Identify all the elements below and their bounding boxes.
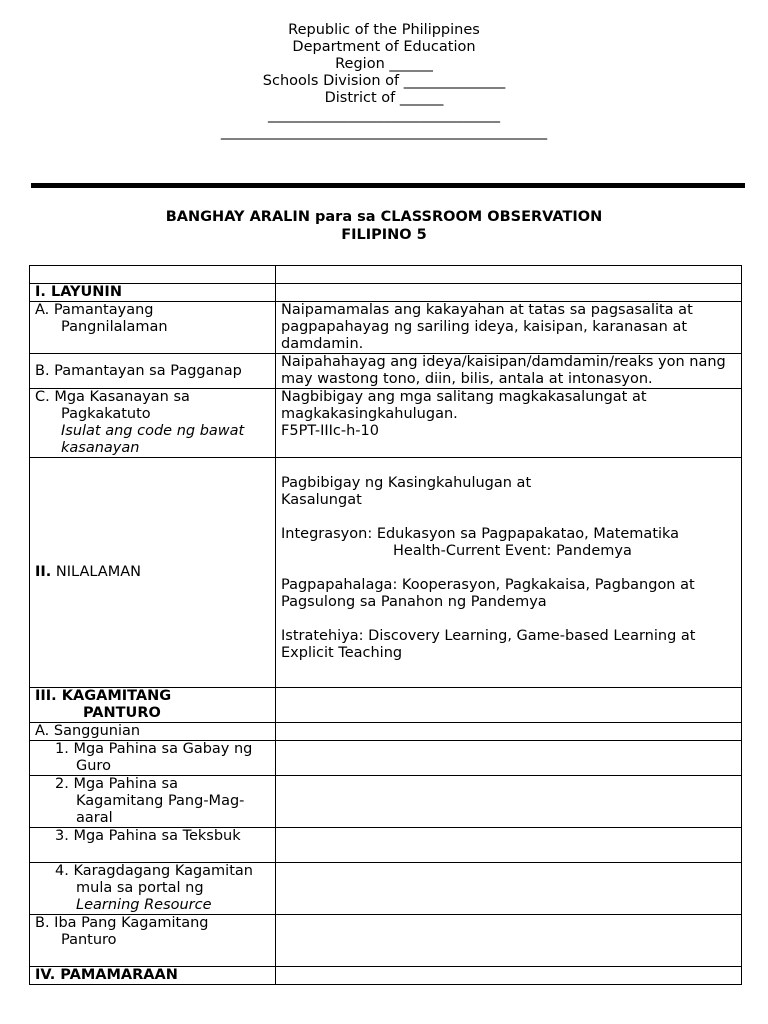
label-line: B. Iba Pang Kagamitang (35, 915, 209, 931)
table-row-kagamitang-pang-mag-aaral (30, 776, 742, 828)
header-republic: Republic of the Philippines (288, 22, 480, 38)
label-iba-pang-kagamitan (30, 915, 276, 967)
table-row-iba-pang-kagamitan (30, 915, 742, 967)
label-sanggunian: A. Sanggunian (30, 723, 276, 741)
title-line-2: FILIPINO 5 (341, 227, 427, 243)
lesson-plan-table (29, 265, 742, 985)
topic-line: Kasalungat (281, 492, 362, 508)
table-row-karagdagang-kagamitan (30, 863, 742, 915)
label-line: Pagkakatuto (61, 406, 151, 422)
label-line: III. KAGAMITANG (35, 688, 172, 704)
competency-text: Nagbibigay ang mga salitang magkakasalungat at magkakasingkahulugan. (281, 389, 647, 422)
table-cell (276, 915, 742, 967)
document-title (0, 209, 768, 245)
value-nilalaman (276, 458, 742, 688)
table-cell (276, 741, 742, 776)
label-line: PANTURO (83, 705, 161, 721)
table-cell (276, 776, 742, 828)
label-kagamitang-pang-mag-aaral (30, 776, 276, 828)
label-teksbuk (30, 828, 276, 863)
label-line: C. Mga Kasanayan sa (35, 389, 190, 405)
table-row-empty-top (30, 266, 742, 284)
pagpapahalaga-text: Pagpapahalaga: Kooperasyon, Pagkakaisa, Pagbangon at Pagsulong sa Panahon ng Pandemya (281, 577, 695, 610)
label-line-italic: Isulat ang code ng bawat (61, 423, 245, 439)
table-cell (276, 863, 742, 915)
label-nilalaman (30, 458, 276, 688)
section-heading-pamamaraan: IV. PAMAMARAAN (30, 967, 276, 985)
table-row-pamantayang-pangnilalaman (30, 302, 742, 354)
table-cell (276, 967, 742, 985)
table-cell (276, 266, 742, 284)
header-blank-line-1: ________________________________ (268, 107, 500, 123)
integrasyon-line: Integrasyon: Edukasyon sa Pagpapakatao, Matematika (281, 526, 680, 542)
label-line: A. Pamantayang (35, 302, 154, 318)
section-heading-layunin: I. LAYUNIN (30, 284, 276, 302)
label-line: 3. Mga Pahina sa Teksbuk (55, 828, 241, 844)
table-row-pamantayan-sa-pagganap (30, 354, 742, 389)
label-line: 2. Mga Pahina sa (55, 776, 178, 792)
value-pamantayan-sa-pagganap: Naipahahayag ang ideya/kaisipan/damdamin/reaks yon nang may wastong tono, diin, bilis, antala at intonasyon. (276, 354, 742, 389)
label-karagdagang-kagamitan (30, 863, 276, 915)
label-line-italic: Learning Resource (76, 897, 212, 913)
label-line: aaral (76, 810, 113, 826)
istratehiya-text: Istratehiya: Discovery Learning, Game-based Learning at Explicit Teaching (281, 628, 696, 661)
section-number: II. (35, 564, 52, 580)
label-mga-kasanayan (30, 389, 276, 458)
label-pamantayang-pangnilalaman (30, 302, 276, 354)
table-cell (276, 723, 742, 741)
label-pamantayan-sa-pagganap: B. Pamantayan sa Pagganap (30, 354, 276, 389)
section-heading-kagamitang-panturo (30, 688, 276, 723)
table-row-gabay-ng-guro (30, 741, 742, 776)
label-line: Panturo (61, 932, 117, 948)
table-row-sanggunian (30, 723, 742, 741)
table-cell (30, 266, 276, 284)
table-row-kagamitang-panturo (30, 688, 742, 723)
value-mga-kasanayan (276, 389, 742, 458)
label-line: 1. Mga Pahina sa Gabay ng (55, 741, 253, 757)
value-pamantayang-pangnilalaman: Naipamamalas ang kakayahan at tatas sa pagsasalita at pagpapahayag ng sariling ideya, kaisipan, karanasan at damdamin. (276, 302, 742, 354)
label-gabay-ng-guro (30, 741, 276, 776)
header-department: Department of Education (292, 39, 476, 55)
label-line: 4. Karagdagang Kagamitan (55, 863, 253, 879)
table-row-layunin (30, 284, 742, 302)
table-row-mga-kasanayan (30, 389, 742, 458)
label-line: Pangnilalaman (61, 319, 168, 335)
label-line: Kagamitang Pang-Mag- (76, 793, 245, 809)
title-line-1: BANGHAY ARALIN para sa CLASSROOM OBSERVATION (165, 209, 603, 225)
topic-line: Pagbibigay ng Kasingkahulugan at (281, 475, 532, 491)
table-row-nilalaman (30, 458, 742, 688)
section-label: NILALAMAN (55, 564, 141, 580)
integrasyon-line: Health-Current Event: Pandemya (393, 543, 632, 559)
header-district: District of ______ (324, 90, 444, 106)
table-cell (276, 284, 742, 302)
label-line-italic: kasanayan (61, 440, 140, 456)
competency-code: F5PT-IIIc-h-10 (281, 423, 379, 439)
table-cell (276, 688, 742, 723)
label-line: mula sa portal ng (76, 880, 204, 896)
header-region: Region ______ (335, 56, 433, 72)
label-line: Guro (76, 758, 111, 774)
header-divider (31, 183, 745, 188)
document-header (0, 22, 768, 141)
header-blank-line-2: _____________________________________________ (220, 124, 548, 140)
header-schools-division: Schools Division of ______________ (262, 73, 506, 89)
table-row-pamamaraan (30, 967, 742, 985)
table-row-teksbuk (30, 828, 742, 863)
table-cell (276, 828, 742, 863)
